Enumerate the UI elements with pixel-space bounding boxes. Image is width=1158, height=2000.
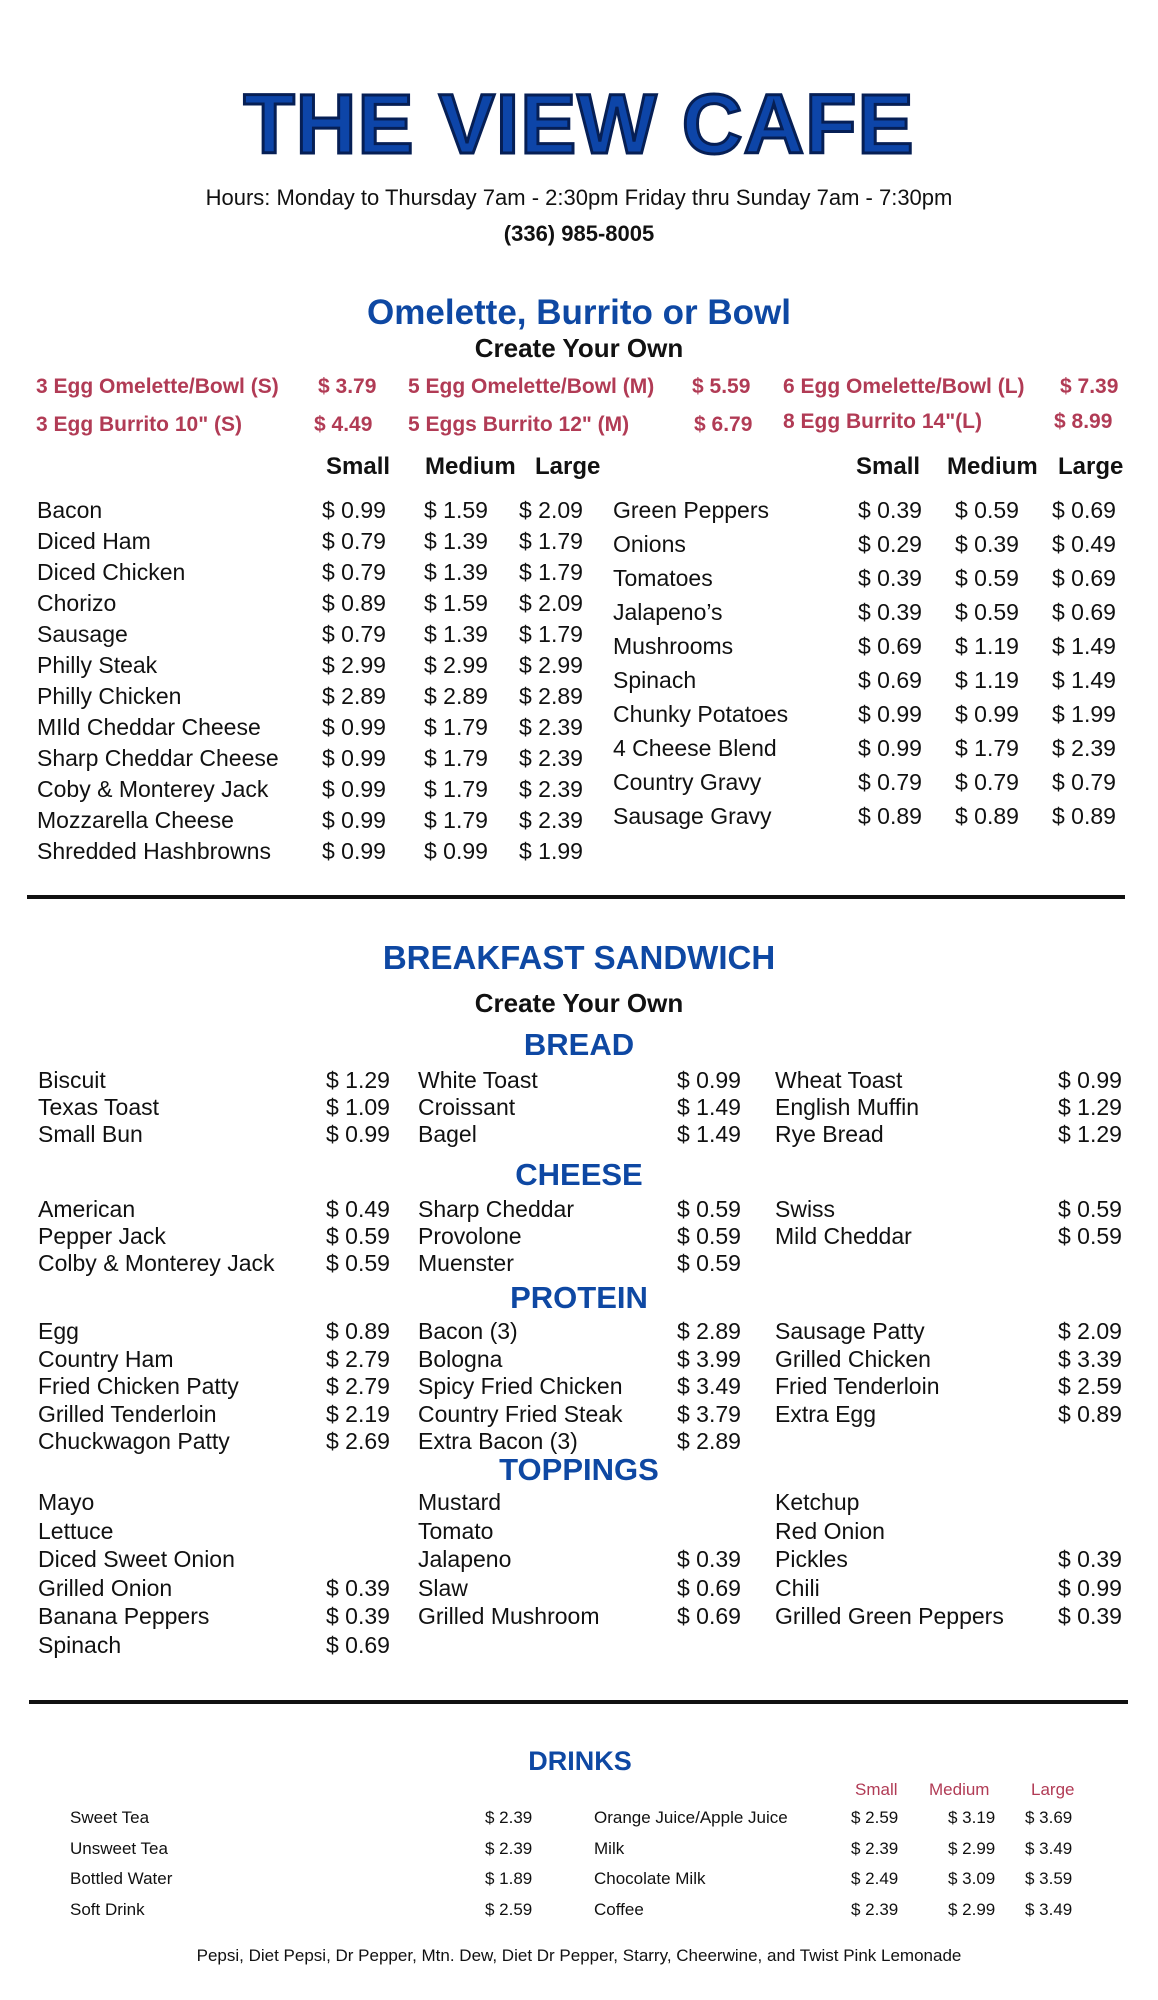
menu-item-price: $ 2.89 [677,1318,741,1344]
drink-name: Unsweet Tea [70,1838,168,1858]
ingredient-name: Country Gravy [613,769,762,795]
menu-item-name: Small Bun [38,1121,143,1147]
base-name: 6 Egg Omelette/Bowl (L) [783,375,1025,398]
ingredient-name: Philly Steak [37,652,158,678]
menu-item-price: $ 0.99 [326,1121,390,1147]
menu-item-name: Grilled Mushroom [418,1603,600,1629]
base-price: $ 5.59 [692,375,751,398]
sandwich-heading-bread: BREAD [523,1027,635,1062]
menu-item-name: Extra Bacon (3) [418,1428,578,1454]
ingredient-name: Sausage Gravy [613,803,772,829]
ingredient-name: Jalapeno’s [613,599,723,625]
menu-item-price: $ 2.09 [1058,1318,1122,1344]
base-name: 8 Egg Burrito 14"(L) [783,410,982,433]
sandwich-section-subtitle: Create Your Own [474,988,684,1018]
menu-item-name: Slaw [418,1574,468,1601]
price-medium: $ 1.79 [424,807,488,833]
price-medium: $ 1.59 [424,590,488,616]
menu-item-name: Sharp Cheddar [418,1196,574,1222]
ingredient-name: Tomatoes [613,565,713,591]
drink-price-large: $ 3.49 [1025,1899,1073,1919]
price-large: $ 1.79 [519,528,583,554]
price-small: $ 0.99 [858,701,922,727]
menu-item-name: Provolone [418,1223,522,1249]
price-medium: $ 1.79 [955,735,1019,761]
drink-price-medium: $ 3.19 [948,1808,996,1827]
menu-item-price: $ 1.49 [677,1121,741,1147]
menu-item-name: Fried Chicken Patty [38,1373,239,1399]
price-small: $ 0.99 [322,745,386,771]
menu-item-name: Jalapeno [418,1546,512,1572]
drink-price-large: $ 3.49 [1025,1838,1073,1858]
drink-name: Bottled Water [70,1869,173,1888]
menu-item-name: Biscuit [38,1067,106,1093]
cafe-title: THE VIEW CAFE [243,77,915,171]
price-large: $ 0.69 [1052,497,1116,523]
price-small: $ 0.99 [322,838,386,864]
menu-item-name: Extra Egg [775,1400,876,1427]
ingredient-name: MIld Cheddar Cheese [37,714,261,740]
menu-item-price: $ 2.59 [1058,1373,1122,1399]
menu-item-price: $ 0.59 [677,1223,741,1249]
drink-price-small: $ 2.59 [851,1808,899,1827]
base-name: 3 Egg Omelette/Bowl (S) [36,375,279,398]
price-small: $ 0.39 [858,565,922,591]
phone-number: (336) 985-8005 [503,221,655,246]
price-medium: $ 1.19 [955,633,1019,659]
drink-price-medium: $ 2.99 [948,1838,996,1858]
price-medium: $ 0.59 [955,565,1019,591]
price-medium: $ 1.59 [424,497,488,523]
menu-item-name: Chuckwagon Patty [38,1428,230,1454]
menu-item-name: Spicy Fried Chicken [418,1373,623,1399]
menu-item-price: $ 0.69 [326,1631,390,1658]
menu-item-name: Sausage Patty [775,1318,925,1344]
menu-item-name: Fried Tenderloin [775,1373,940,1399]
menu-item-name: Muenster [418,1250,514,1276]
menu-item-price: $ 0.69 [677,1574,741,1601]
menu-item-name: Ketchup [775,1489,860,1515]
ingredient-name: Green Peppers [613,497,769,523]
price-small: $ 2.99 [322,652,386,678]
menu-item-name: Grilled Chicken [775,1345,931,1372]
price-medium: $ 0.99 [955,701,1019,727]
menu-item-price: $ 0.59 [326,1250,390,1276]
base-price: $ 7.39 [1060,375,1119,398]
sandwich-heading-protein: PROTEIN [510,1280,648,1315]
menu-item-price: $ 0.89 [1058,1400,1122,1427]
ingredient-name: Chorizo [37,590,117,616]
menu-item-price: $ 0.59 [677,1250,741,1276]
menu-item-price: $ 0.39 [677,1546,741,1572]
drinks-section-title: DRINKS [528,1746,632,1776]
base-price: $ 4.49 [314,413,373,436]
base-name: 3 Egg Burrito 10" (S) [36,413,242,436]
drink-price-small: $ 2.39 [851,1899,899,1919]
price-medium: $ 1.39 [424,528,488,554]
menu-item-name: Chili [775,1574,820,1601]
menu-item-name: Croissant [418,1094,516,1120]
menu-item-name: English Muffin [775,1094,920,1120]
menu-item-name: Spinach [38,1631,122,1658]
drink-price: $ 2.39 [485,1838,533,1858]
price-large: $ 2.09 [519,497,583,523]
menu-item-name: Texas Toast [38,1094,160,1120]
price-medium: $ 1.79 [424,745,488,771]
price-medium: $ 1.79 [424,714,488,740]
price-large: $ 2.89 [519,683,583,709]
price-small: $ 0.99 [322,714,386,740]
ingredient-name: Sharp Cheddar Cheese [37,745,279,771]
size-header-large: Large [535,453,601,480]
price-medium: $ 1.39 [424,559,488,585]
drink-price-medium: $ 3.09 [948,1869,996,1888]
menu-item-price: $ 1.49 [677,1094,741,1120]
drink-price: $ 2.39 [485,1808,533,1827]
menu-item-name: Red Onion [775,1517,885,1544]
ingredient-name: Chunky Potatoes [613,701,789,727]
menu-item-name: Pickles [775,1546,848,1572]
menu-item-price: $ 0.59 [326,1223,390,1249]
omelette-section-subtitle: Create Your Own [474,333,684,363]
menu-item-price: $ 2.79 [326,1345,390,1372]
menu-item-name: Mild Cheddar [775,1223,912,1249]
drink-name: Coffee [594,1899,644,1919]
price-small: $ 0.99 [858,735,922,761]
soft-drink-note: Pepsi, Diet Pepsi, Dr Pepper, Mtn. Dew, Diet Dr Pepper, Starry, Cheerwine, and Twist Pink Lemonade [196,1946,962,1965]
price-large: $ 2.99 [519,652,583,678]
drink-price: $ 1.89 [485,1869,533,1888]
price-medium: $ 0.79 [955,769,1019,795]
menu-item-price: $ 0.39 [326,1603,390,1629]
price-small: $ 0.79 [322,528,386,554]
price-medium: $ 0.39 [955,531,1019,557]
price-large: $ 1.99 [519,838,583,864]
ingredient-name: Onions [613,531,686,557]
price-medium: $ 1.79 [424,776,488,802]
drink-name: Orange Juice/Apple Juice [594,1808,788,1827]
size-header-medium: Medium [425,453,516,480]
price-large: $ 0.89 [1052,803,1116,829]
menu-item-name: Pepper Jack [38,1223,166,1249]
menu-item-price: $ 3.49 [677,1373,741,1399]
menu-item-price: $ 0.59 [1058,1196,1122,1222]
menu-item-price: $ 0.39 [1058,1603,1122,1629]
sandwich-section-title: BREAKFAST SANDWICH [382,939,776,976]
menu-item-price: $ 1.29 [1058,1121,1122,1147]
price-small: $ 0.69 [858,667,922,693]
price-large: $ 1.49 [1052,633,1116,659]
menu-item-price: $ 0.49 [326,1196,390,1222]
sandwich-heading-toppings: TOPPINGS [499,1452,659,1487]
size-header-medium: Medium [947,453,1038,480]
ingredient-name: Diced Chicken [37,559,186,585]
ingredient-name: Spinach [613,667,697,693]
price-medium: $ 0.99 [424,838,488,864]
price-large: $ 2.39 [519,776,583,802]
price-large: $ 0.49 [1052,531,1116,557]
price-small: $ 0.69 [858,633,922,659]
menu-item-price: $ 0.59 [1058,1223,1122,1249]
drinks-size-large: Large [1031,1780,1075,1799]
price-small: $ 0.79 [858,769,922,795]
price-small: $ 0.99 [322,497,386,523]
drink-price-small: $ 2.49 [851,1869,899,1888]
drink-price: $ 2.59 [485,1899,533,1919]
menu-item-price: $ 1.29 [326,1067,390,1093]
price-large: $ 1.79 [519,559,583,585]
menu-item-price: $ 3.39 [1058,1345,1122,1372]
price-large: $ 2.39 [519,714,583,740]
menu-item-price: $ 2.69 [326,1428,390,1454]
menu-item-price: $ 0.89 [326,1318,390,1344]
menu-item-price: $ 0.99 [1058,1067,1122,1093]
price-small: $ 0.99 [322,776,386,802]
menu-item-name: Grilled Green Peppers [775,1603,1004,1629]
menu-item-name: White Toast [418,1067,538,1093]
drink-price-medium: $ 2.99 [948,1899,996,1919]
omelette-section-title: Omelette, Burrito or Bowl [367,293,791,332]
menu-item-price: $ 1.09 [326,1094,390,1120]
menu-item-name: Swiss [775,1196,836,1222]
price-medium: $ 0.89 [955,803,1019,829]
drinks-size-small: Small [855,1780,898,1799]
price-small: $ 0.89 [858,803,922,829]
ingredient-name: Mushrooms [613,633,734,659]
ingredient-name: Sausage [37,621,128,647]
ingredient-name: Diced Ham [37,528,151,554]
menu-item-price: $ 2.19 [326,1400,390,1427]
menu-item-price: $ 0.69 [677,1603,741,1629]
base-price: $ 6.79 [694,413,753,436]
menu-item-price: $ 0.39 [1058,1546,1122,1572]
price-medium: $ 1.39 [424,621,488,647]
base-price: $ 8.99 [1054,410,1113,433]
menu-item-price: $ 3.79 [677,1400,741,1427]
menu-item-price: $ 0.99 [677,1067,741,1093]
drink-price-large: $ 3.69 [1025,1808,1073,1827]
menu-item-name: Grilled Tenderloin [38,1400,217,1427]
section-divider [29,1700,1128,1704]
price-large: $ 0.69 [1052,565,1116,591]
price-large: $ 2.09 [519,590,583,616]
drink-name: Chocolate Milk [594,1869,706,1888]
menu-item-name: Banana Peppers [38,1603,210,1629]
menu-item-name: Tomato [418,1517,494,1544]
menu-item-price: $ 0.39 [326,1574,390,1601]
drinks-size-medium: Medium [929,1780,990,1799]
price-medium: $ 0.59 [955,599,1019,625]
ingredient-name: Bacon [37,497,103,523]
price-medium: $ 0.59 [955,497,1019,523]
menu-item-price: $ 2.89 [677,1428,741,1454]
menu-item-price: $ 0.59 [677,1196,741,1222]
price-large: $ 2.39 [1052,735,1116,761]
size-header-small: Small [326,453,391,480]
price-small: $ 2.89 [322,683,386,709]
ingredient-name: 4 Cheese Blend [613,735,777,761]
menu-item-name: Egg [38,1318,79,1344]
hours-text: Hours: Monday to Thursday 7am - 2:30pm Friday thru Sunday 7am - 7:30pm [205,185,953,210]
price-large: $ 1.49 [1052,667,1116,693]
menu-item-name: Mustard [418,1489,502,1515]
menu-item-price: $ 3.99 [677,1345,741,1372]
price-small: $ 0.39 [858,497,922,523]
base-name: 5 Egg Omelette/Bowl (M) [408,375,655,398]
base-name: 5 Eggs Burrito 12" (M) [408,413,630,436]
menu-item-price: $ 0.99 [1058,1574,1122,1601]
menu-item-name: Lettuce [38,1517,114,1544]
ingredient-name: Coby & Monterey Jack [37,776,269,802]
menu-item-name: Wheat Toast [775,1067,903,1093]
base-price: $ 3.79 [318,375,377,398]
price-small: $ 0.79 [322,621,386,647]
menu-item-name: Grilled Onion [38,1574,173,1601]
price-medium: $ 2.89 [424,683,488,709]
menu-item-name: Bagel [418,1121,477,1147]
menu-item-name: Country Fried Steak [418,1400,623,1427]
price-large: $ 1.99 [1052,701,1116,727]
menu-item-name: Bacon (3) [418,1318,518,1344]
size-header-large: Large [1058,453,1124,480]
menu-item-name: American [38,1196,136,1222]
menu-item-name: Country Ham [38,1345,174,1372]
menu-item-name: Mayo [38,1489,95,1515]
price-large: $ 2.39 [519,745,583,771]
price-small: $ 0.79 [322,559,386,585]
menu-item-name: Bologna [418,1345,503,1372]
menu-item-price: $ 1.29 [1058,1094,1122,1120]
price-small: $ 0.39 [858,599,922,625]
drink-price-large: $ 3.59 [1025,1869,1073,1888]
section-divider [27,895,1125,899]
sandwich-heading-cheese: CHEESE [515,1157,643,1192]
price-medium: $ 1.19 [955,667,1019,693]
size-header-small: Small [856,453,921,480]
drink-name: Sweet Tea [70,1808,150,1827]
price-large: $ 0.79 [1052,769,1116,795]
menu-item-price: $ 2.79 [326,1373,390,1399]
price-large: $ 1.79 [519,621,583,647]
ingredient-name: Mozzarella Cheese [37,807,234,833]
price-large: $ 2.39 [519,807,583,833]
menu-item-name: Colby & Monterey Jack [38,1250,275,1276]
drink-name: Soft Drink [70,1899,145,1919]
price-medium: $ 2.99 [424,652,488,678]
price-small: $ 0.89 [322,590,386,616]
drink-price-small: $ 2.39 [851,1838,899,1858]
drink-name: Milk [594,1838,625,1858]
price-small: $ 0.29 [858,531,922,557]
ingredient-name: Shredded Hashbrowns [37,838,271,864]
menu-item-name: Rye Bread [775,1121,884,1147]
menu-item-name: Diced Sweet Onion [38,1546,235,1572]
price-small: $ 0.99 [322,807,386,833]
price-large: $ 0.69 [1052,599,1116,625]
ingredient-name: Philly Chicken [37,683,182,709]
